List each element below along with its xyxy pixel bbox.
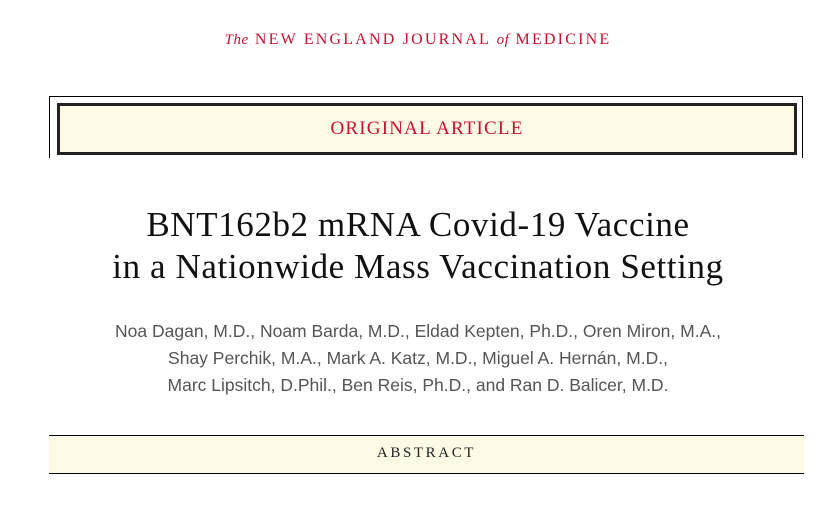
abstract-heading: ABSTRACT bbox=[376, 445, 477, 461]
abstract-heading-band bbox=[49, 435, 804, 474]
journal-connector: of bbox=[496, 32, 510, 48]
article-type-box bbox=[57, 103, 797, 155]
article-title-line-1: BNT162b2 mRNA Covid-19 Vaccine bbox=[146, 205, 690, 244]
author-line-3: Marc Lipsitch, D.Phil., Ben Reis, Ph.D., and Ran D. Balicer, M.D. bbox=[167, 375, 669, 395]
journal-masthead bbox=[0, 31, 836, 49]
journal-name-part2: MEDICINE bbox=[515, 31, 612, 48]
article-title-line-2: in a Nationwide Mass Vaccination Setting bbox=[112, 247, 724, 286]
author-line-1: Noa Dagan, M.D., Noam Barda, M.D., Eldad Kepten, Ph.D., Oren Miron, M.A., bbox=[115, 321, 721, 341]
journal-prefix: The bbox=[224, 32, 249, 48]
author-line-2: Shay Perchik, M.A., Mark A. Katz, M.D., Miguel A. Hernán, M.D., bbox=[168, 348, 668, 368]
article-type-label: ORIGINAL ARTICLE bbox=[330, 118, 524, 139]
article-title bbox=[0, 204, 836, 288]
author-list bbox=[0, 318, 836, 399]
journal-name-part1: NEW ENGLAND JOURNAL bbox=[254, 31, 491, 48]
